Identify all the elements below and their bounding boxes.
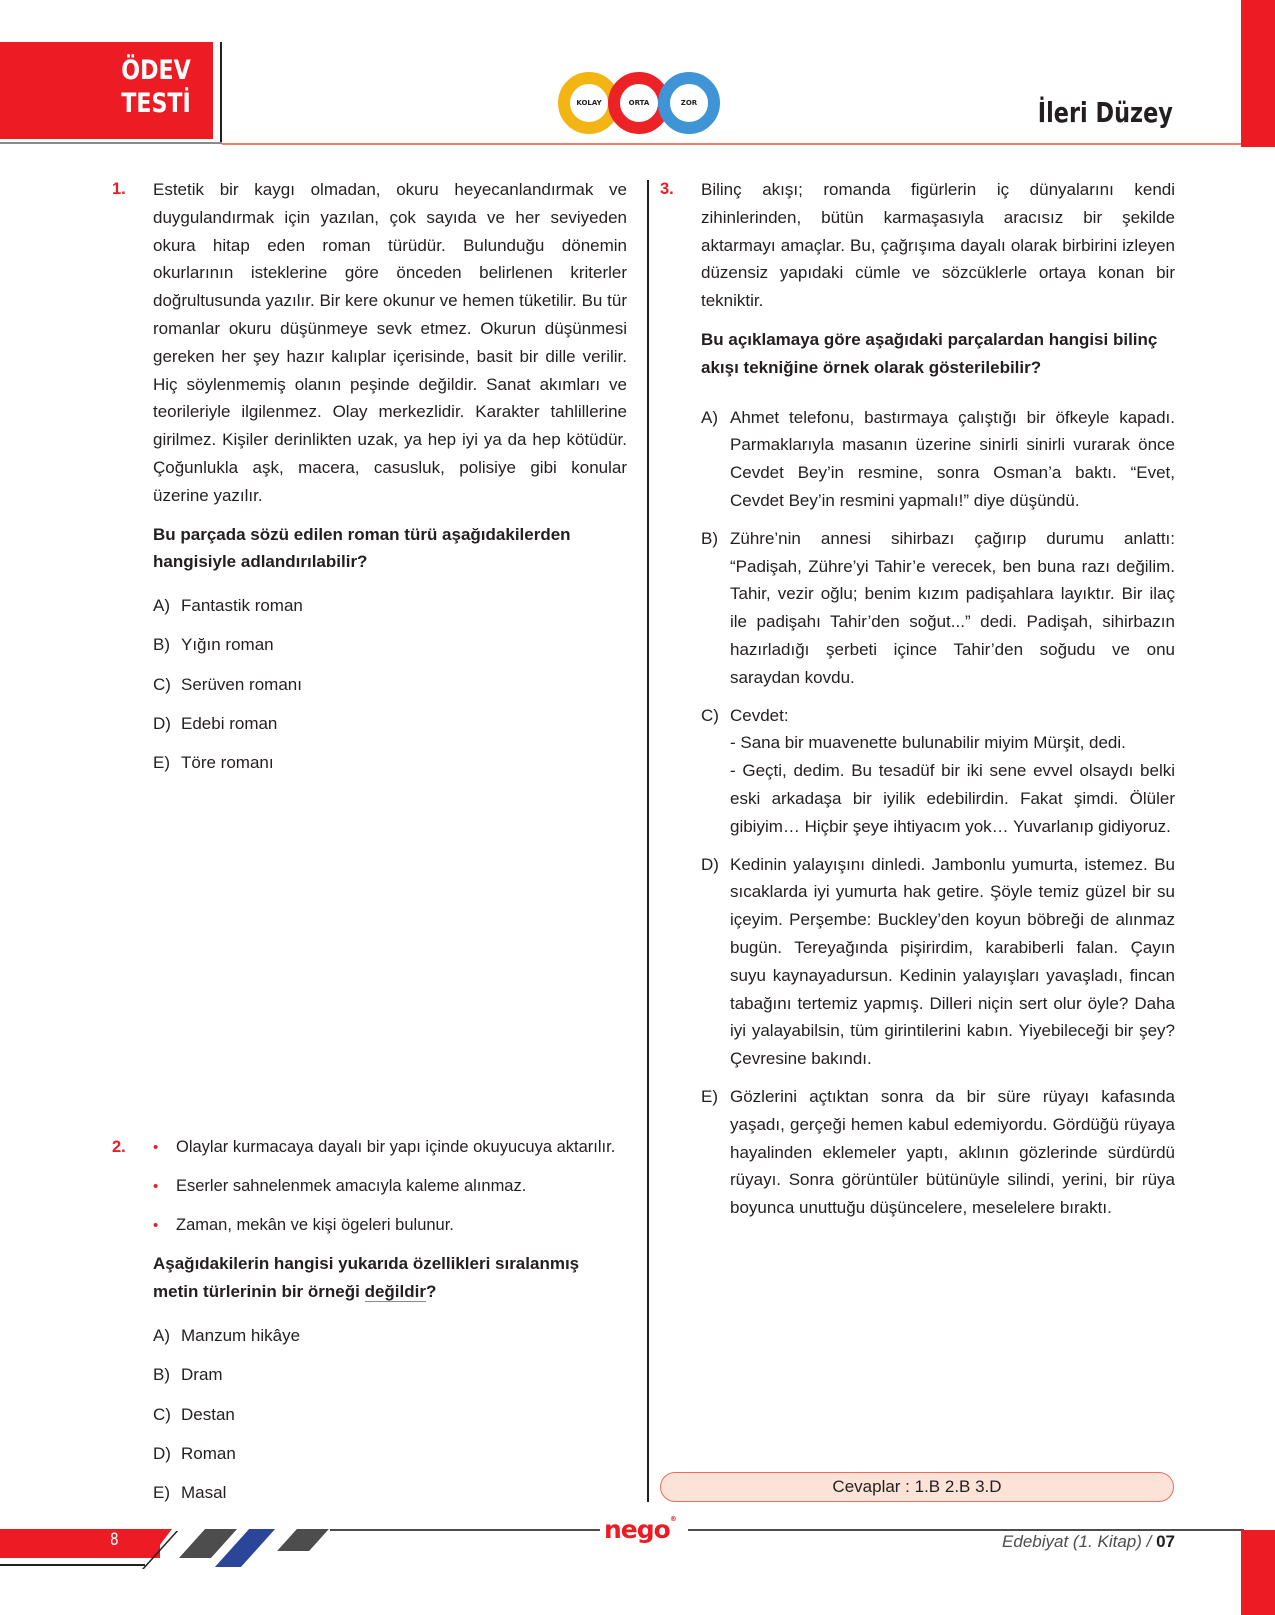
option-b[interactable]	[153, 631, 627, 659]
difficulty-label-medium: ORTA	[628, 99, 650, 107]
option-text: Masal	[181, 1483, 227, 1503]
option-label: E)	[701, 1086, 718, 1106]
difficulty-logo	[558, 72, 722, 134]
option-label: A)	[701, 407, 718, 427]
option-b[interactable]	[701, 525, 1175, 692]
difficulty-ring-hard	[658, 72, 720, 134]
option-c[interactable]	[701, 702, 1175, 841]
option-text: Manzum hikâye	[181, 1325, 301, 1345]
question-2	[112, 1134, 627, 1518]
bullet-item	[153, 1134, 627, 1162]
option-label: D)	[153, 1443, 171, 1463]
bullet-item	[153, 1212, 627, 1240]
badge-line-1: ÖDEV	[121, 55, 191, 86]
answer-key: Cevaplar : 1.B 2.B 3.D	[660, 1472, 1174, 1502]
option-label: D)	[153, 714, 171, 734]
option-text: Kedinin yalayışını dinledi. Jambonlu yumurta, istemez. Bu sıcaklarda iyi yumurta hak getire. Şöyle temiz güzel bir su içeyim. Perşembe: Buckley’den koyun böbreği de alınmaz bugün. Tereyağında pişirirdim, karabiberli falan. Çayın suyu kaynayadursun. Kedinin yalayışları yavaşladı, fincan tabağını tertemiz yapmış. Dilleri niçin sert olur öyle? Daha iyi yalayabilsin, tüm girintilerini kabın. Yiyebileceği bir şey? Çevresine bakındı.	[730, 854, 1175, 1069]
question-passage: Estetik bir kaygı olmadan, okuru heyecanlandırmak ve duygulandırmak için yazılan, çok sayıda ve her seviyeden okura hitap eden roman türüdür. Bulunduğu dönemin okurlarının isteklerine göre önceden belirlenen kriterler doğrultusunda yazılır. Bir kere okunur ve hemen tüketilir. Bu tür romanlar okuru düşünmeye sevk etmez. Okurun düşünmesi gereken her şey hazır kalıplar içerisinde, basit bir dille verilir. Hiç söylenmemiş olanın peşinde değildir. Sanat akımları ve teorileriyle ilgilenmez. Olay merkezlidir. Karakter tahlillerine girilmez. Kişiler derinlikten uzak, ya hep iyi ya da hep kötüdür. Çoğunlukla aşk, macera, casusluk, polisiye gibi konular üzerine yazılır.	[153, 180, 627, 505]
test-badge-title	[121, 54, 191, 120]
bullet-icon: •	[153, 1139, 159, 1156]
page-number-badge-tip	[150, 1529, 172, 1558]
option-text	[730, 702, 1175, 841]
test-badge	[0, 42, 213, 139]
option-label: E)	[153, 1483, 170, 1503]
option-text: Ahmet telefonu, bastırmaya çalıştığı bir öfkeyle kapadı. Parmaklarıyla masanın üzerine sinirli sinirli vurarak önce Cevdet Bey’in resmine, sonra Osman’a baktı. “Evet, Cevdet Bey’in resmini yapmalı!” diye düşündü.	[730, 407, 1175, 510]
question-number: 1.	[112, 180, 126, 198]
option-list	[153, 592, 627, 777]
option-list	[153, 1322, 627, 1507]
footer-rule	[330, 1529, 600, 1531]
difficulty-label-easy: KOLAY	[576, 99, 602, 107]
option-b[interactable]	[153, 1361, 627, 1389]
badge-line-2: TESTİ	[121, 88, 191, 119]
bullet-icon: •	[153, 1177, 159, 1195]
bullet-list	[153, 1134, 627, 1239]
column-divider	[647, 180, 649, 1502]
header-rule	[222, 143, 1244, 145]
question-number: 3.	[660, 180, 674, 198]
edge-bar-top	[1241, 0, 1275, 147]
option-label: B)	[153, 635, 170, 655]
option-text: Yığın roman	[181, 635, 274, 655]
footer-rule	[688, 1529, 1244, 1531]
header-left-rule	[0, 142, 222, 144]
option-label: B)	[153, 1365, 170, 1385]
dialogue-line: Cevdet:	[730, 705, 789, 725]
stem-text: Aşağıdakilerin hangisi yukarıda özellikleri sıralanmış metin türlerinin bir örneği	[153, 1254, 580, 1302]
option-label: E)	[153, 753, 170, 773]
level-title: İleri Düzey	[1037, 96, 1173, 129]
option-a[interactable]	[701, 404, 1175, 515]
option-label: C)	[153, 1404, 171, 1424]
option-label: C)	[153, 674, 171, 694]
edge-bar-bottom	[1241, 1530, 1275, 1615]
option-list	[701, 404, 1175, 1222]
option-text: Edebi roman	[181, 714, 278, 734]
option-label: A)	[153, 1325, 170, 1345]
option-d[interactable]	[153, 710, 627, 738]
registered-mark-icon: ®	[669, 1515, 676, 1523]
option-label: B)	[701, 528, 718, 548]
test-number: 07	[1156, 1532, 1175, 1551]
header-divider	[220, 42, 222, 144]
option-a[interactable]	[153, 1322, 627, 1350]
stem-suffix: ?	[425, 1282, 437, 1302]
option-c[interactable]	[153, 671, 627, 699]
option-text: Fantastik roman	[181, 596, 303, 616]
option-d[interactable]	[153, 1440, 627, 1468]
option-e[interactable]	[153, 1479, 627, 1507]
bullet-text: Zaman, mekân ve kişi ögeleri bulunur.	[176, 1215, 454, 1234]
question-stem	[153, 1250, 627, 1306]
bullet-icon: •	[153, 1216, 159, 1234]
publisher-logo	[604, 1515, 676, 1544]
dialogue-line: - Sana bir muavenette bulunabilir miyim Mürşit, dedi.	[730, 733, 1126, 753]
option-label: A)	[153, 596, 170, 616]
option-text: Töre romanı	[181, 753, 274, 773]
question-1	[112, 176, 627, 789]
option-text: Roman	[181, 1443, 236, 1463]
question-number: 2.	[112, 1138, 126, 1156]
stem-emphasis: değildir	[364, 1282, 426, 1302]
footer-under-rule	[0, 1564, 145, 1566]
option-e[interactable]	[153, 749, 627, 777]
bullet-item	[153, 1173, 627, 1201]
question-stem: Bu açıklamaya göre aşağıdaki parçalardan hangisi bilinç akışı tekniğine örnek olarak gösterilebilir?	[701, 329, 1158, 377]
difficulty-label-hard: ZOR	[680, 99, 698, 107]
question-passage: Bilinç akışı; romanda figürlerin iç dünyalarını kendi zihinlerinden, bütün karmaşasıyla aracısız bir şekilde aktarmayı amaçlar. Bu, çağrışıma dayalı olarak birbirini izleyen düzensiz yapıdaki cümle ve sözcüklerle ortaya konan bir tekniktir.	[701, 180, 1175, 311]
option-text: Gözlerini açtıktan sonra da bir süre rüyayı kafasında yaşadı, gerçeği hemen kabul edemiyordu. Gördüğü rüyaya hayalinden eklemeler yaptı, aklının gözlerinde sürdürdü rüyayı. Sonra görüntüler bütünüyle silindi, yerini, bir rüya boyunca unuttuğu düşüncelere, meselelere bıraktı.	[730, 1086, 1175, 1218]
option-text: Zühre’nin annesi sihirbazı çağırıp durumu anlattı: “Padişah, Zühre’yi Tahir’e verecek, ben buna razı değilim. Tahir, vezir oğlu; benim kızım padişahlara layıktır. Bir ilaç ile padişahı Tahir’den soğut...” dedi. Padişah, sihirbazın hazırladığı şerbeti içince Tahir’den soğudu ve onu saraydan kovdu.	[730, 528, 1175, 687]
publisher-logo-text: nego	[604, 1515, 670, 1544]
page-number: 8	[110, 1530, 119, 1550]
book-title: Edebiyat (1. Kitap) /	[1002, 1532, 1152, 1551]
question-stem: Bu parçada sözü edilen roman türü aşağıdakilerden hangisiyle adlandırılabilir?	[153, 524, 571, 572]
option-e[interactable]	[701, 1083, 1175, 1222]
book-info	[1002, 1532, 1175, 1552]
option-c[interactable]	[153, 1401, 627, 1429]
page-number-badge	[0, 1529, 160, 1558]
dialogue-line: - Geçti, dedim. Bu tesadüf bir iki sene evvel olsaydı belki eski arkadaşa bir iyilik edebilirdin. Fakat şimdi. Ölüler gibiyim… Hiçbir şeye ihtiyacım yok… Yuvarlanıp gidiyoruz.	[730, 761, 1175, 836]
bullet-text: Olaylar kurmacaya dayalı bir yapı içinde okuyucuya aktarılır.	[176, 1138, 616, 1156]
footer-stripe-decoration	[277, 1529, 329, 1551]
option-text: Serüven romanı	[181, 674, 302, 694]
option-a[interactable]	[153, 592, 627, 620]
option-label: C)	[701, 705, 719, 725]
bullet-text: Eserler sahnelenmek amacıyla kaleme alınmaz.	[176, 1176, 527, 1195]
option-text: Destan	[181, 1404, 235, 1424]
option-d[interactable]	[701, 851, 1175, 1073]
option-text: Dram	[181, 1365, 223, 1385]
question-3	[660, 176, 1175, 1232]
option-label: D)	[701, 854, 719, 874]
